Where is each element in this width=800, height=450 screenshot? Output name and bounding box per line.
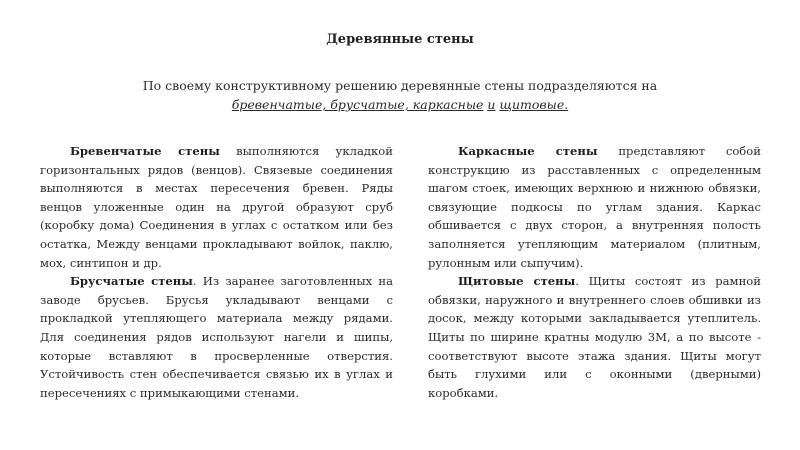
left-column bbox=[40, 142, 393, 402]
beam-walls-heading: Брусчатые стены bbox=[70, 274, 193, 289]
intro-conjunction: и bbox=[487, 97, 496, 112]
log-walls-heading: Бревенчатые стены bbox=[70, 144, 220, 158]
panel-walls-paragraph bbox=[428, 272, 761, 402]
intro-line: По своему конструктивному решению деревянные стены подразделяются на bbox=[142, 78, 658, 93]
intro-types-part2: щитовые. bbox=[499, 97, 569, 112]
intro-types-part1: бревенчатые, брусчатые, каркасные bbox=[231, 97, 484, 112]
log-walls-text: выполняются укладкой горизонтальных рядов (венцов). Связевые соединения выполняются в местах пересечения бревен. Ряды венцов уложенные один на другой образуют сруб (коробку дома) Соединения в углах с остатком или без остатка, Между венцами прокладывают войлок, паклю, мох, синтипон и др. bbox=[40, 144, 393, 270]
panel-walls-heading: Щитовые стены bbox=[458, 274, 576, 289]
intro-paragraph bbox=[100, 76, 700, 114]
beam-walls-text: . Из заранее заготовленных на заводе брусьев. Брусья укладывают венцами с прокладкой утепляющего материала между рядами. Для соединения рядов используют нагели и шипы, которые вставляют в просверленные отверстия. Устойчивость стен обеспечивается связью их в углах и пересечениях с примыкающими стенами. bbox=[40, 274, 393, 400]
right-column bbox=[428, 142, 761, 402]
log-walls-paragraph bbox=[40, 142, 393, 272]
frame-walls-text: представляют собой конструкцию из расставленных с определенным шагом стоек, имеющих верхнюю и нижнюю обвязки, связующие подкосы по углам здания. Каркас обшивается с двух сторон, а внутренняя полость заполняется утепляющим материалом (плитным, рулонным или сыпучим). bbox=[428, 144, 761, 270]
panel-walls-text: . Щиты состоят из рамной обвязки, наружного и внутреннего слоев обшивки из досок, между которыми закладывается утеплитель. Щиты по ширине кратны модулю 3М, а по высоте - соответствуют высоте этажа здания. Щиты могут быть глухими или с оконными (дверными) коробками. bbox=[428, 274, 762, 400]
intro-types bbox=[100, 95, 700, 114]
beam-walls-paragraph bbox=[40, 272, 393, 402]
frame-walls-heading: Каркасные стены bbox=[458, 144, 598, 158]
page-title: Деревянные стены bbox=[326, 32, 474, 47]
frame-walls-paragraph bbox=[428, 142, 761, 272]
